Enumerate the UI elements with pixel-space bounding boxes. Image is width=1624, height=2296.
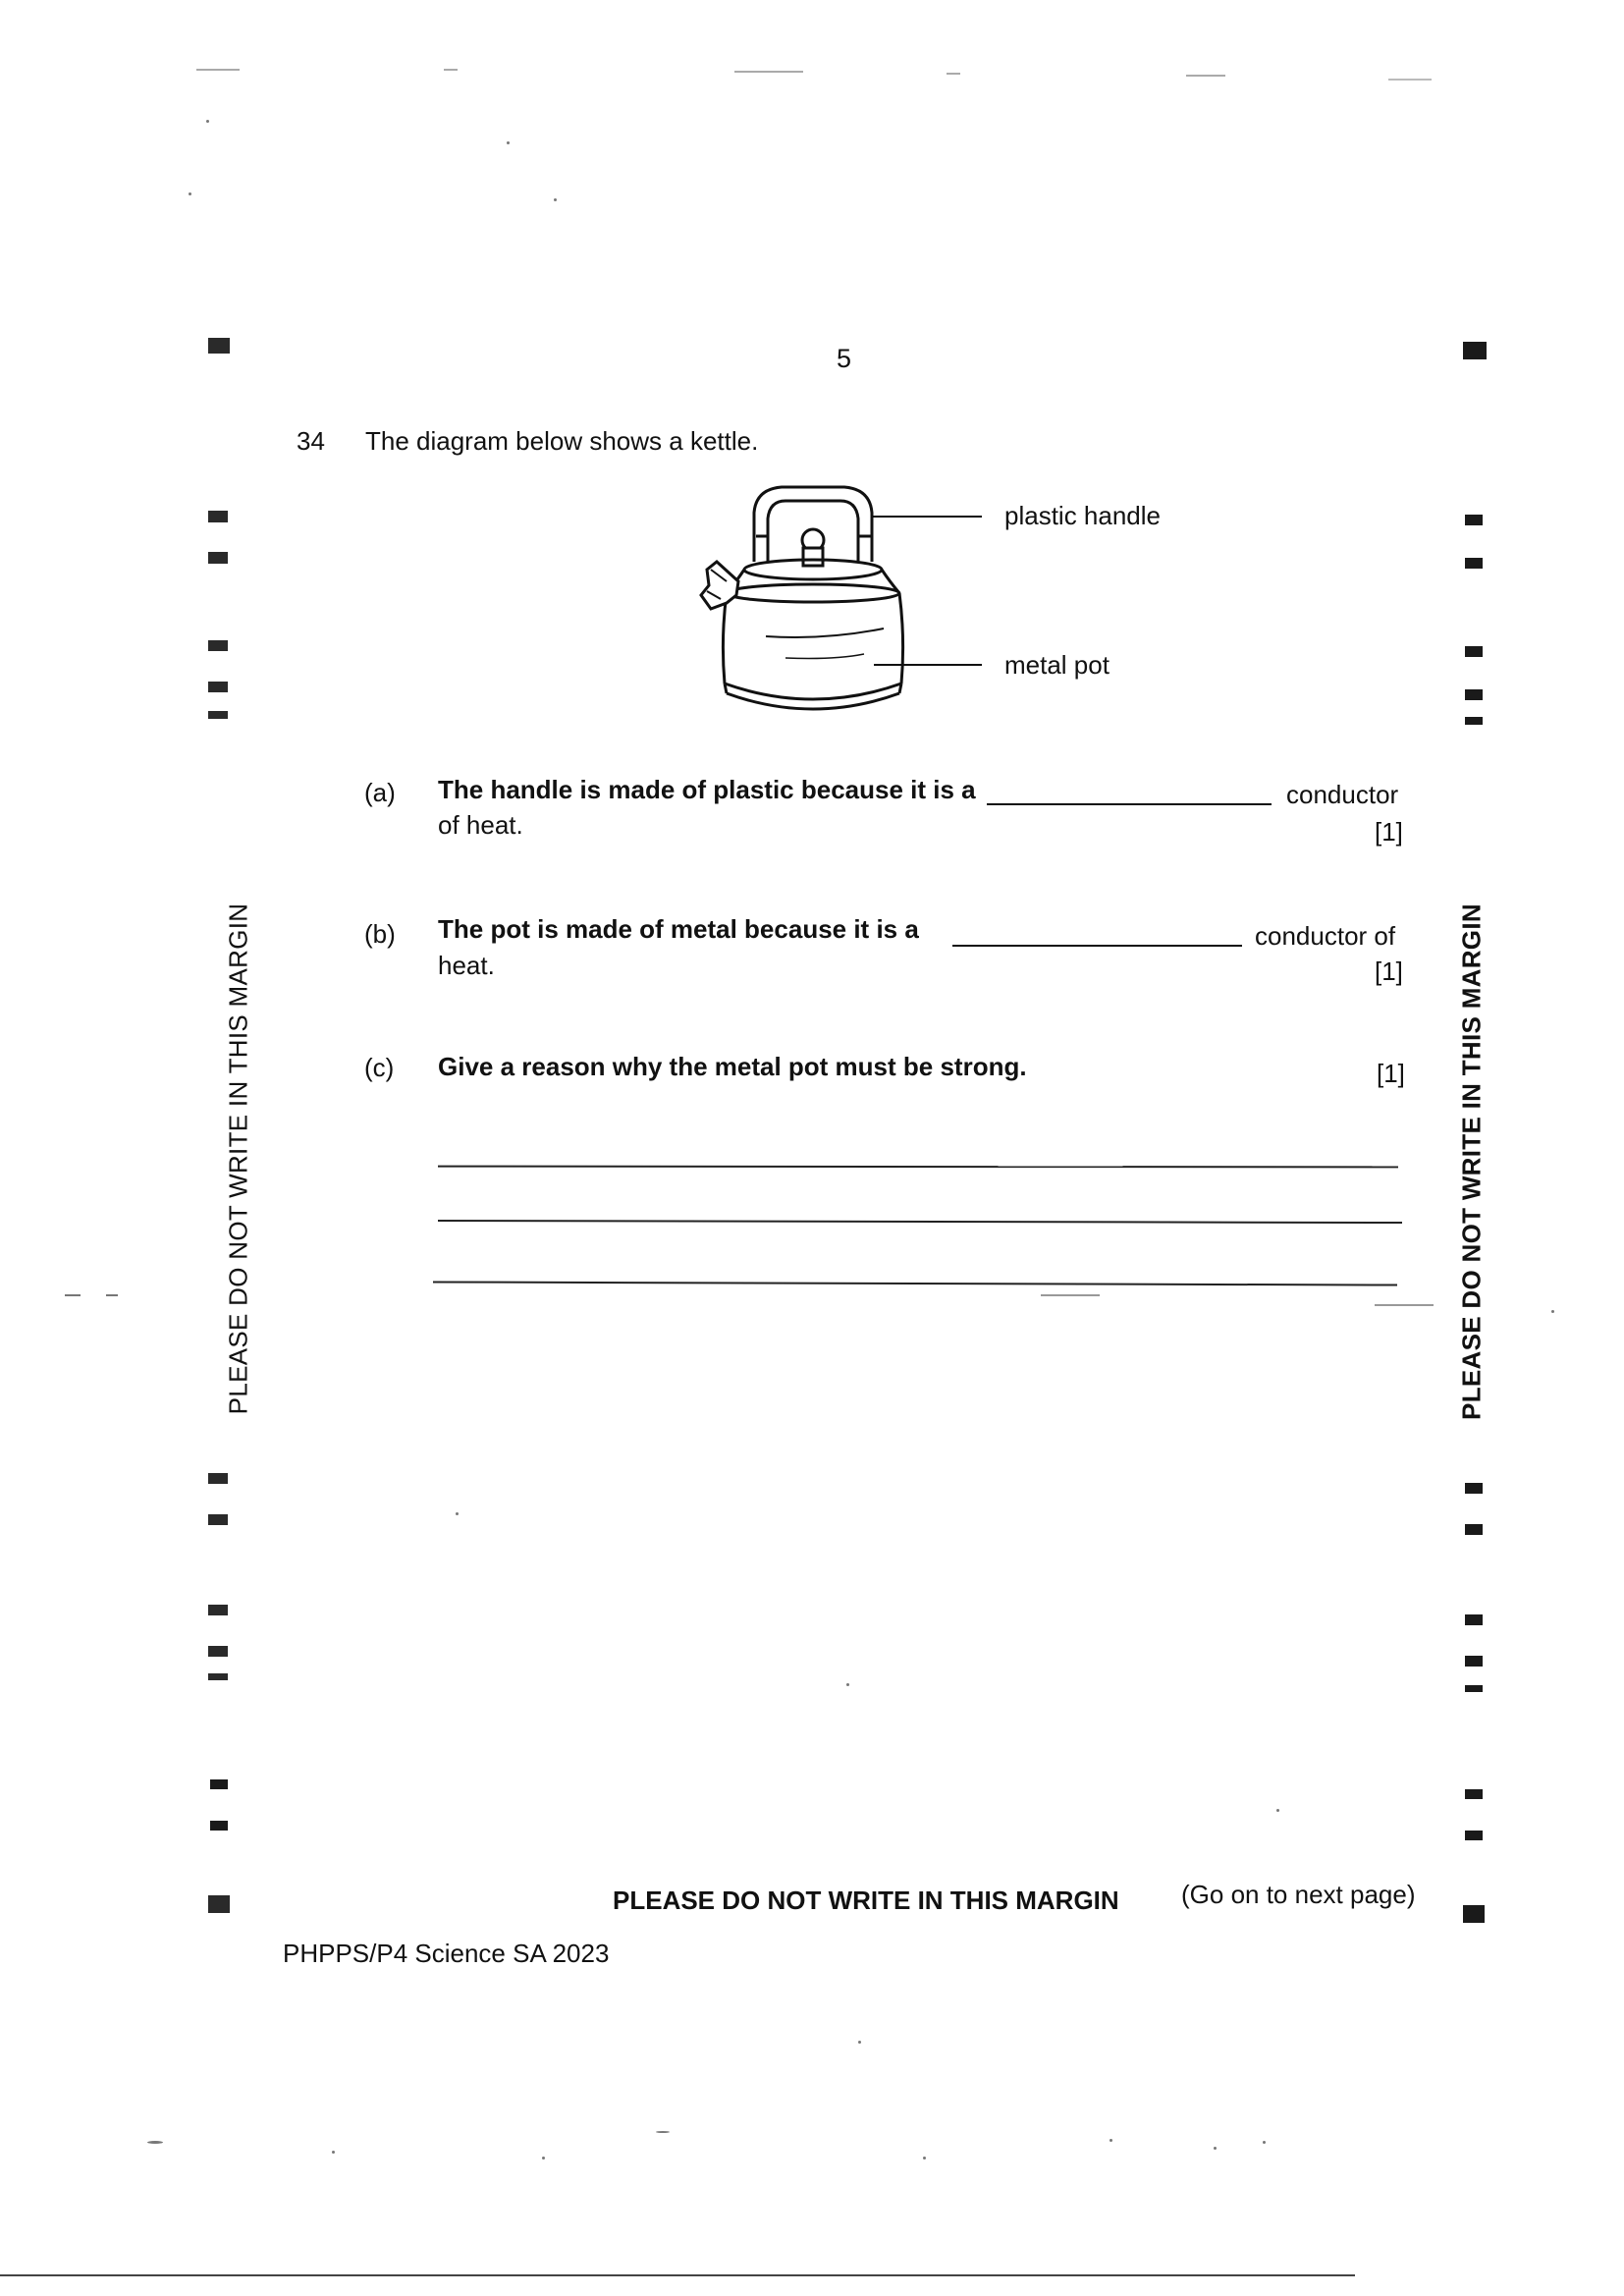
timing-mark [208, 1473, 228, 1484]
footer-margin-notice: PLEASE DO NOT WRITE IN THIS MARGIN [613, 1886, 1119, 1915]
scan-artifact [923, 2157, 926, 2159]
timing-mark [208, 1514, 228, 1525]
timing-mark [208, 552, 228, 564]
part-a-text: The handle is made of plastic because it is a [438, 775, 976, 804]
timing-mark [210, 1821, 228, 1831]
kettle-spout [701, 562, 738, 609]
timing-mark [208, 511, 228, 522]
timing-mark [1465, 1483, 1483, 1494]
scan-artifact [542, 2157, 545, 2159]
part-b-text: The pot is made of metal because it is a [438, 914, 919, 944]
scan-artifact [1551, 1310, 1554, 1313]
part-b-marks: [1] [1375, 957, 1403, 986]
timing-mark [1465, 689, 1483, 700]
timing-mark [208, 1646, 228, 1657]
part-a-continuation: of heat. [438, 810, 523, 840]
question-intro: The diagram below shows a kettle. [365, 426, 759, 456]
label-metal-pot: metal pot [1004, 650, 1110, 680]
timing-mark [208, 1673, 228, 1680]
scan-artifact [456, 1512, 459, 1515]
part-a-blank[interactable] [987, 803, 1272, 805]
part-c-letter: (c) [364, 1053, 395, 1082]
timing-mark [1465, 1614, 1483, 1625]
timing-mark [1465, 558, 1483, 569]
scan-artifact [65, 1294, 81, 1296]
scan-artifact [1041, 1294, 1100, 1296]
timing-mark [1465, 515, 1483, 525]
timing-mark [1465, 717, 1483, 725]
timing-mark [1465, 1685, 1483, 1692]
scan-artifact [332, 2151, 335, 2154]
timing-mark [1465, 1789, 1483, 1799]
timing-mark [1465, 1656, 1483, 1667]
part-b-text-after: conductor of [1255, 921, 1396, 951]
answer-line-2[interactable] [438, 1220, 1402, 1224]
timing-mark [1465, 1524, 1483, 1535]
right-margin-notice: PLEASE DO NOT WRITE IN THIS MARGIN [1456, 903, 1487, 1420]
part-b-continuation: heat. [438, 951, 495, 980]
bottom-rule [0, 2274, 1355, 2276]
scan-artifact [106, 1294, 118, 1296]
part-b-letter: (b) [364, 919, 396, 949]
left-margin-notice: PLEASE DO NOT WRITE IN THIS MARGIN [223, 902, 253, 1415]
footer-next-page: (Go on to next page) [1181, 1880, 1416, 1909]
scan-artifact [554, 198, 557, 201]
label-plastic-handle: plastic handle [1004, 501, 1161, 530]
scan-artifact [734, 71, 803, 73]
answer-line-1[interactable] [438, 1166, 1398, 1169]
scan-artifact [1110, 2139, 1112, 2142]
answer-line-3[interactable] [433, 1281, 1397, 1285]
timing-mark [208, 338, 230, 354]
scan-artifact [858, 2041, 861, 2044]
timing-mark [208, 711, 228, 719]
scan-artifact [1276, 1809, 1279, 1812]
kettle-pot [723, 584, 902, 709]
scan-artifact [196, 69, 240, 71]
part-a-letter: (a) [364, 778, 396, 807]
timing-mark [1465, 646, 1483, 657]
timing-mark [208, 1605, 228, 1615]
scan-artifact [1186, 75, 1225, 77]
timing-mark [1463, 342, 1487, 359]
scan-artifact [656, 2131, 670, 2133]
timing-mark [208, 640, 228, 651]
question-number: 34 [297, 426, 325, 456]
part-a-text-after: conductor [1286, 780, 1399, 809]
scan-artifact [1388, 79, 1432, 81]
timing-mark [1465, 1831, 1483, 1840]
scan-artifact [846, 1683, 849, 1686]
scan-artifact [1214, 2147, 1217, 2150]
page-number: 5 [837, 344, 852, 373]
scan-artifact [206, 120, 209, 123]
timing-mark [210, 1779, 228, 1789]
timing-mark [208, 682, 228, 692]
part-c-text: Give a reason why the metal pot must be strong. [438, 1052, 1027, 1081]
part-a-marks: [1] [1375, 817, 1403, 847]
scan-artifact [507, 141, 510, 144]
scan-artifact [947, 73, 960, 75]
timing-mark [208, 1895, 230, 1913]
paper-code: PHPPS/P4 Science SA 2023 [283, 1939, 610, 1968]
scan-artifact [1375, 1304, 1434, 1306]
part-c-marks: [1] [1377, 1059, 1405, 1088]
scan-artifact [444, 69, 458, 71]
timing-mark [1463, 1905, 1485, 1923]
scan-artifact [1263, 2141, 1266, 2144]
scan-artifact [147, 2141, 163, 2144]
scan-artifact [189, 192, 191, 195]
part-b-blank[interactable] [952, 945, 1242, 947]
